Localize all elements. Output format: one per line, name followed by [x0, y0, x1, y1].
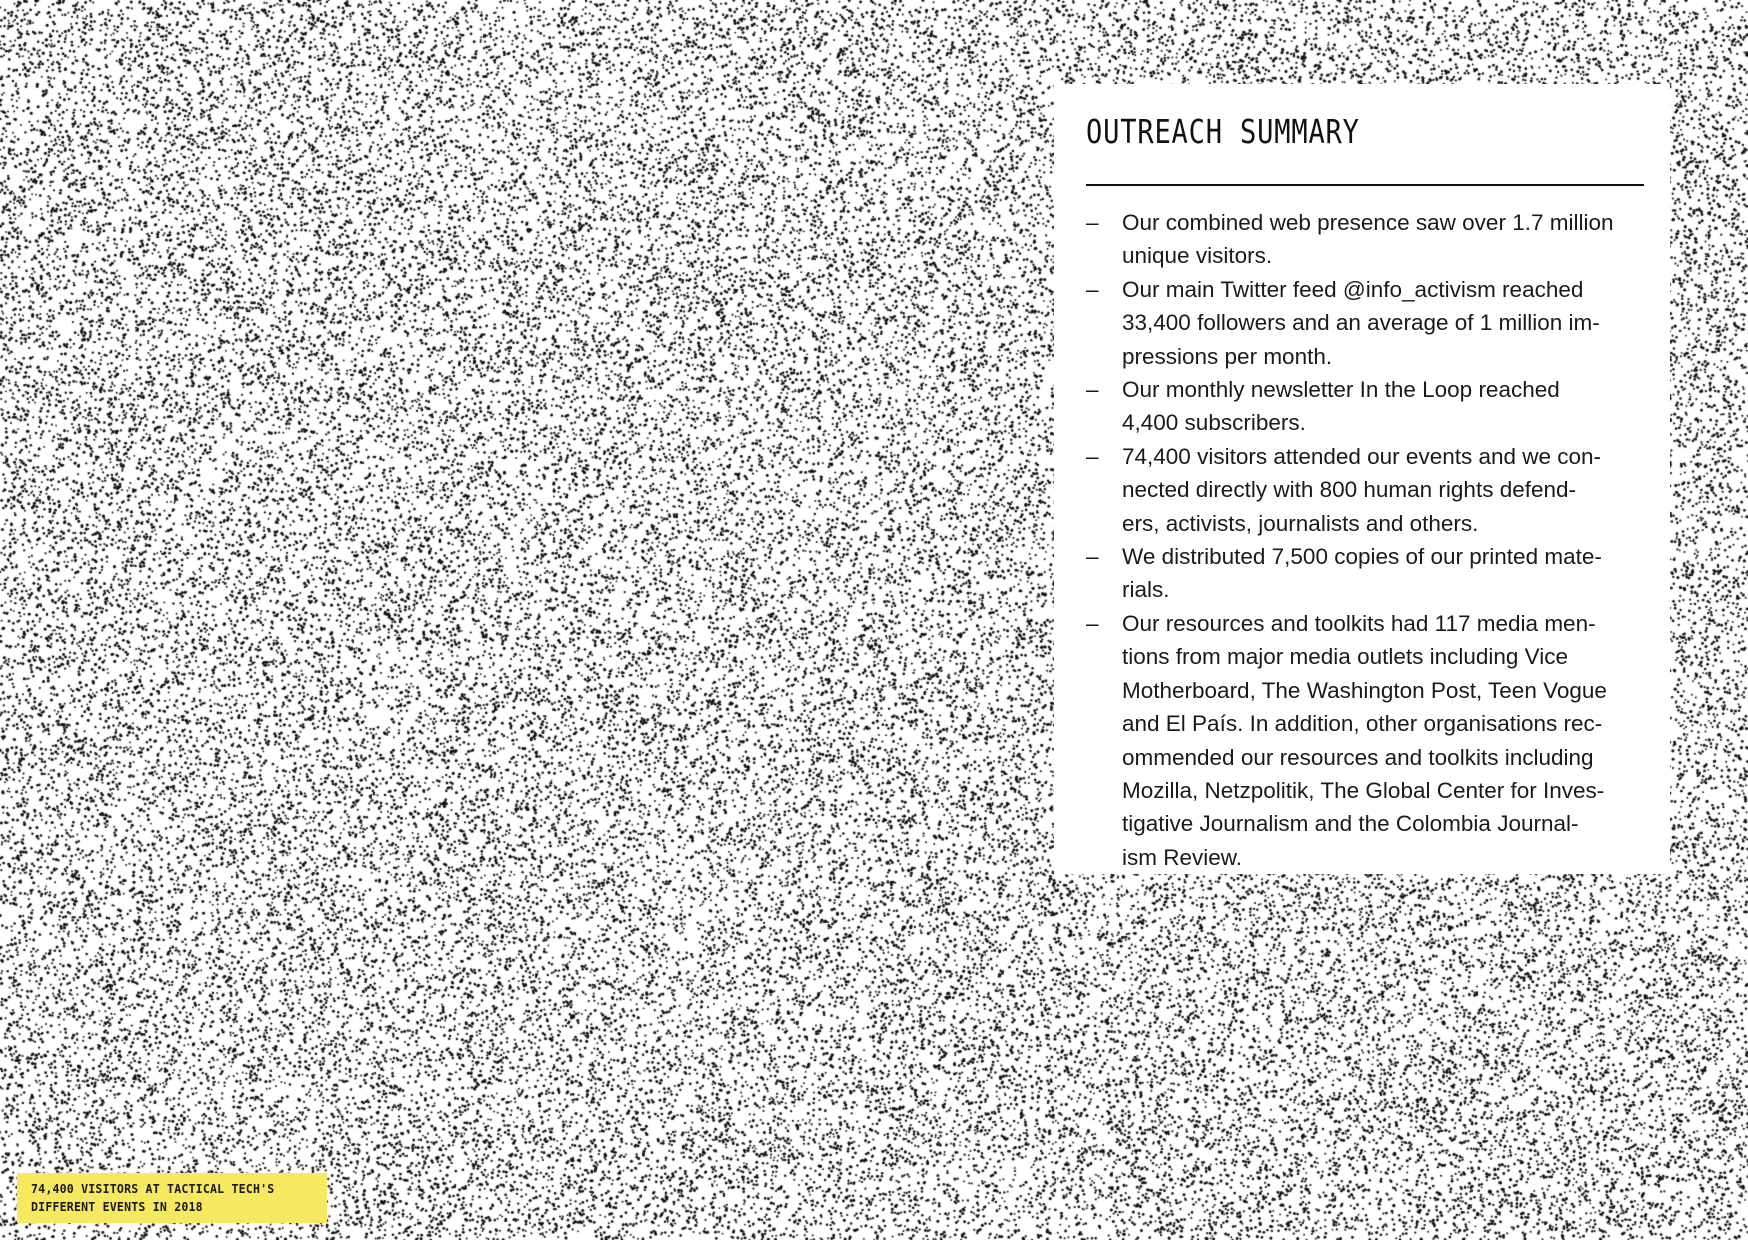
list-dash-icon: –	[1086, 276, 1099, 302]
summary-item	[1086, 206, 1644, 273]
summary-item-line: Our monthly newsletter In the Loop reached	[1122, 377, 1560, 403]
outreach-summary-panel	[1054, 84, 1670, 874]
summary-item-line: We distributed 7,500 copies of our printed mate-	[1122, 544, 1602, 570]
list-dash-icon: –	[1086, 610, 1099, 636]
summary-item-line: ommended our resources and toolkits including	[1122, 744, 1594, 770]
summary-item-line: nected directly with 800 human rights defend-	[1122, 477, 1577, 503]
caption-line-1: 74,400 VISITORS AT TACTICAL TECH'S	[31, 1181, 275, 1196]
summary-list	[1086, 206, 1644, 874]
list-dash-icon: –	[1086, 210, 1099, 235]
summary-item-line: ism Review.	[1122, 844, 1243, 870]
summary-item	[1086, 440, 1644, 540]
summary-item-line: and El País. In addition, other organisations rec-	[1122, 711, 1603, 737]
summary-item	[1086, 607, 1644, 874]
summary-item-line: Mozilla, Netzpolitik, The Global Center for Inves-	[1122, 777, 1605, 803]
summary-item-line: Motherboard, The Washington Post, Teen Vogue	[1122, 677, 1607, 703]
summary-item-line: tigative Journalism and the Colombia Journal-	[1122, 811, 1579, 837]
list-dash-icon: –	[1086, 443, 1099, 469]
summary-item-line: unique visitors.	[1122, 243, 1273, 269]
summary-item-line: Our main Twitter feed @info_activism reached	[1122, 276, 1584, 302]
summary-item-line: pressions per month.	[1122, 343, 1333, 369]
list-dash-icon: –	[1086, 377, 1099, 403]
summary-item-line: Our resources and toolkits had 117 media men-	[1122, 610, 1596, 636]
visitors-caption	[17, 1173, 327, 1223]
summary-item-line: rials.	[1122, 577, 1170, 603]
summary-item-line: 33,400 followers and an average of 1 million im-	[1122, 310, 1600, 336]
summary-item	[1086, 540, 1644, 607]
summary-item	[1086, 373, 1644, 440]
summary-item-line: Our combined web presence saw over 1.7 million	[1122, 210, 1614, 235]
summary-item-line: tions from major media outlets including Vice	[1122, 644, 1569, 670]
summary-item-line: 74,400 visitors attended our events and we con-	[1122, 443, 1602, 469]
title-divider	[1086, 184, 1644, 186]
summary-item-line: ers, activists, journalists and others.	[1122, 510, 1479, 536]
summary-title: OUTREACH SUMMARY	[1086, 112, 1360, 151]
caption-line-2: DIFFERENT EVENTS IN 2018	[31, 1199, 203, 1214]
summary-item	[1086, 273, 1644, 373]
list-dash-icon: –	[1086, 544, 1099, 570]
summary-item-line: 4,400 subscribers.	[1122, 410, 1306, 436]
